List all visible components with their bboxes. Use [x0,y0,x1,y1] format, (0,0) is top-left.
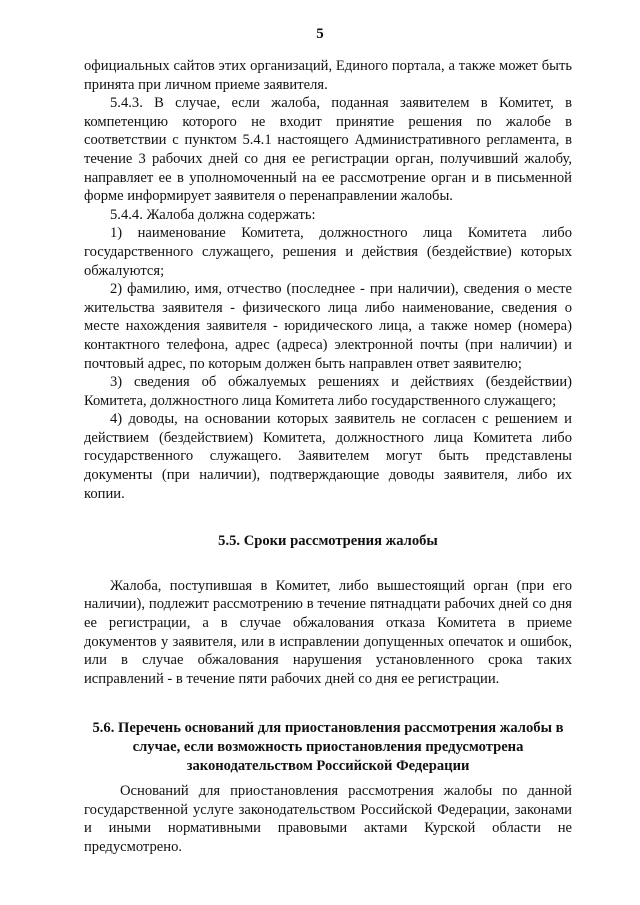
list-item-2: 2) фамилию, имя, отчество (последнее - при наличии), сведения о месте жительства заявителя - физического лица либо наименование, сведения о месте нахождения заявителя - юридического лица, а также номер (номера) контактного телефона, адрес (адреса) электронной почты (при наличии) и почтовый адрес, по которым должен быть направлен ответ заявителю; [84,281,572,372]
paragraph-continuation: официальных сайтов этих организаций, Единого портала, а также может быть принята при личном приеме заявителя. [84,58,572,93]
page-number: 5 [316,26,324,42]
paragraph-5-4-4: 5.4.4. Жалоба должна содержать: [110,206,316,223]
list-item-1: 1) наименование Комитета, должностного лица Комитета либо государственного служащего, решения и действия (бездействие) которых обжалуются; [84,225,572,279]
list-item-3: 3) сведения об обжалуемых решениях и действиях (бездействии) Комитета, должностного лица Комитета либо государственного служащего; [84,374,572,409]
section-5-6-heading: 5.6. Перечень оснований для приостановления рассмотрения жалобы в случае, если возможность приостановления предусмотрена законодательством Российской Федерации [92,720,564,774]
section-5-5-heading: 5.5. Сроки рассмотрения жалобы [218,533,438,550]
paragraph-5-4-3: 5.4.3. В случае, если жалоба, поданная заявителем в Комитет, в компетенцию которого не входит принятие решения по жалобе в соответствии с пунктом 5.4.1 настоящего Административного регламента, в течение 3 рабочих дней со дня ее регистрации орган, получивший жалобу, направляет ее в уполномоченный на ее рассмотрение орган и в письменной форме информирует заявителя о перенаправлении жалобы. [84,95,572,205]
document-body [84,57,572,857]
list-item-4: 4) доводы, на основании которых заявитель не согласен с решением и действием (бездействием) Комитета, должностного лица Комитета либо государственного служащего. Заявителем могут быть представлены документы (при наличии), подтверждающие доводы заявителя, либо их копии. [84,411,572,502]
section-5-5-text: Жалоба, поступившая в Комитет, либо вышестоящий орган (при его наличии), подлежит рассмотрению в течение пятнадцати рабочих дней со дня ее регистрации, а в случае обжалования отказа Комитета в приеме документов у заявителя, или в исправлении допущенных опечаток и ошибок, или в случае обжалования нарушения установленного срока таких исправлений - в течение пяти рабочих дней со дня ее регистрации. [84,577,572,687]
section-5-6-text: Оснований для приостановления рассмотрения жалобы по данной государственной услуге законодательством Российской Федерации, законами и иными нормативными правовыми актами Курской области не предусмотрено. [84,783,572,855]
